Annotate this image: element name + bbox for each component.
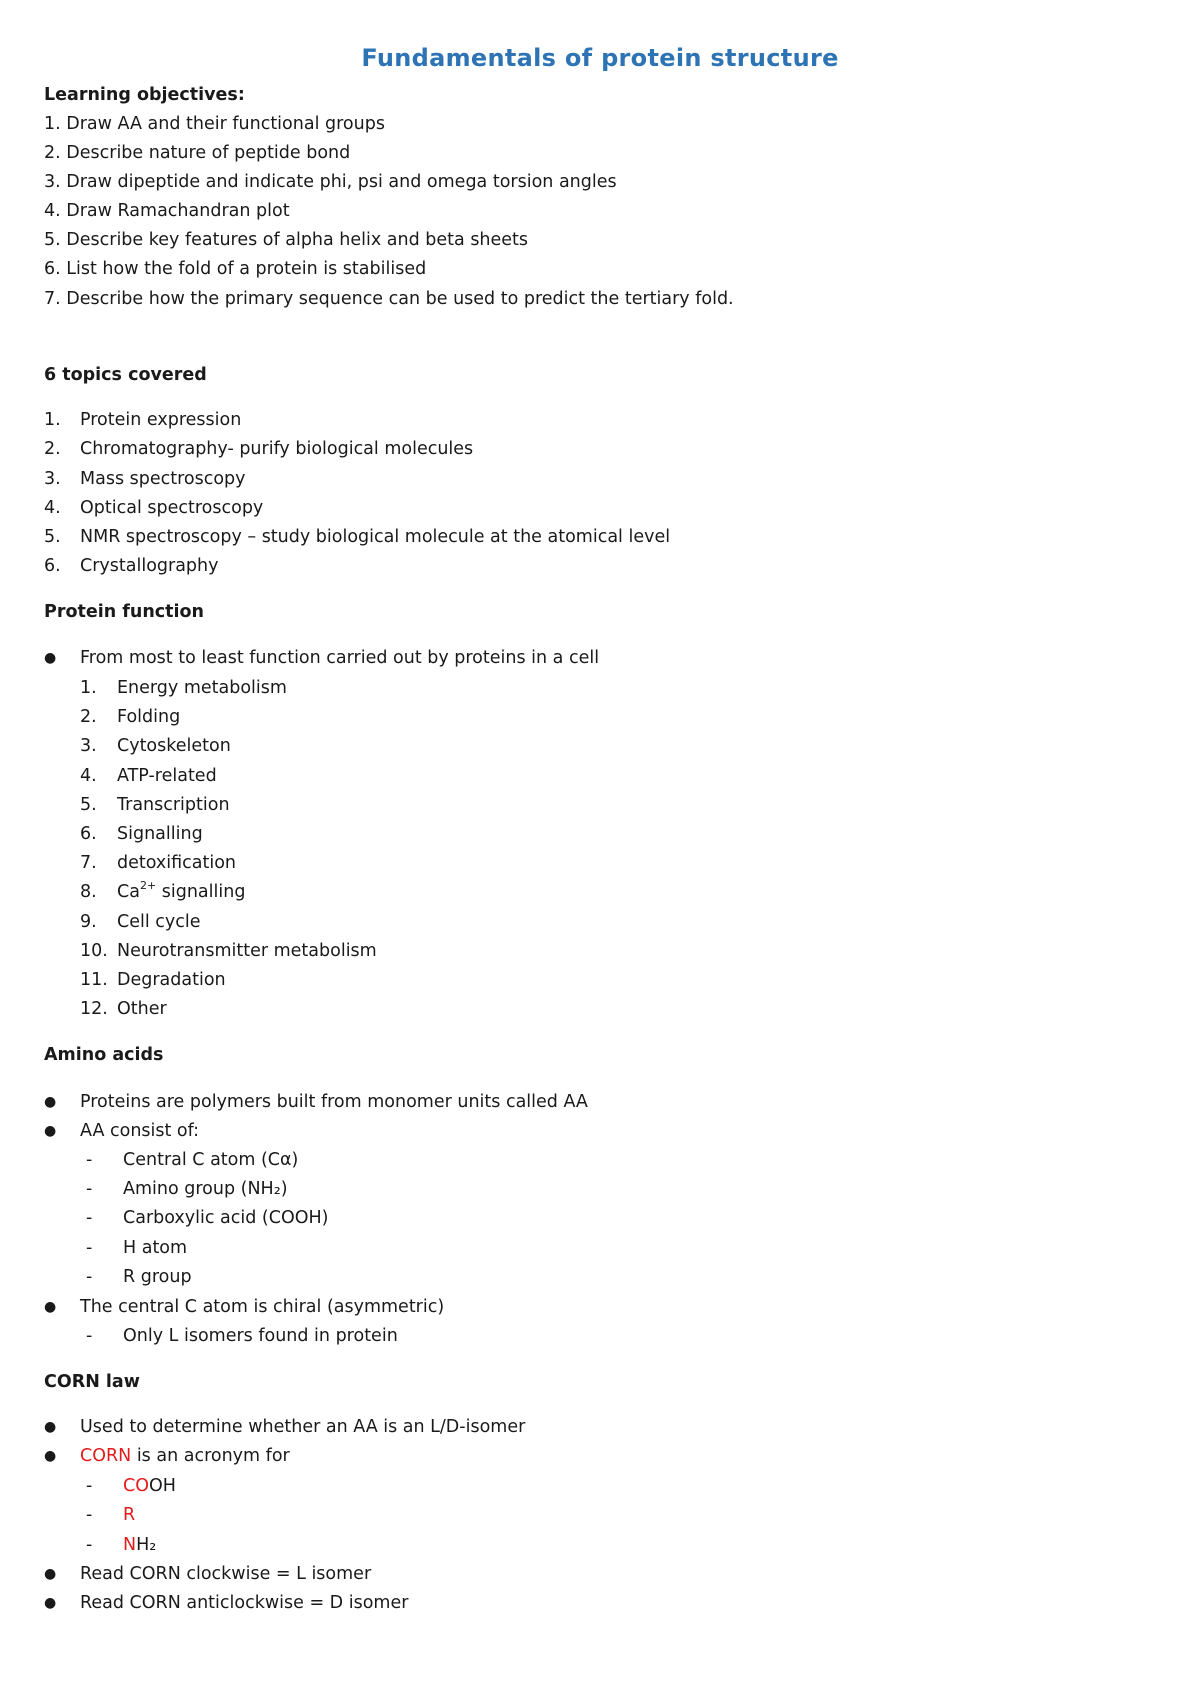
function-heading: Protein function — [44, 602, 205, 622]
function-number: 11. — [80, 970, 108, 990]
corn-bullet-text: Used to determine whether an AA is an L/D-isomer — [80, 1417, 526, 1437]
function-text: Transcription — [117, 795, 230, 815]
topic-text: Crystallography — [80, 556, 219, 576]
objective-item — [44, 113, 385, 135]
function-text: Cytoskeleton — [117, 736, 231, 756]
corn-sub-text — [123, 1475, 176, 1497]
corn-letter-rest: OH — [149, 1476, 176, 1496]
corn-bullet-text: Read CORN clockwise = L isomer — [80, 1564, 372, 1584]
objective-number: 1. — [44, 114, 61, 134]
dash-icon: - — [86, 1208, 93, 1228]
bullet-icon: ● — [44, 1123, 57, 1139]
topic-text: Mass spectroscopy — [80, 469, 246, 489]
function-number: 1. — [80, 678, 97, 698]
function-text: Neurotransmitter metabolism — [117, 941, 377, 961]
corn-bullet-text — [80, 1445, 290, 1467]
objective-number: 6. — [44, 259, 61, 279]
topic-number: 1. — [44, 410, 61, 430]
amino-bullet-text: AA consist of: — [80, 1121, 200, 1141]
function-text: Signalling — [117, 824, 203, 844]
corn-acronym-rest: is an acronym for — [131, 1446, 290, 1466]
topic-number: 4. — [44, 498, 61, 518]
amino-part: Central C atom (Cα) — [123, 1150, 299, 1170]
bullet-icon: ● — [44, 1419, 57, 1435]
function-number: 9. — [80, 912, 97, 932]
function-text: ATP-related — [117, 766, 217, 786]
objective-text: List how the fold of a protein is stabilised — [60, 259, 427, 279]
bullet-icon: ● — [44, 1448, 57, 1464]
corn-acronym: CORN — [80, 1446, 132, 1466]
amino-part: Carboxylic acid (COOH) — [123, 1208, 329, 1228]
function-text — [117, 881, 245, 903]
topic-number: 2. — [44, 439, 61, 459]
objective-item — [44, 200, 290, 222]
objective-number: 7. — [44, 289, 61, 309]
document-title: Fundamentals of protein structure — [361, 44, 839, 72]
corn-sub-text — [123, 1534, 156, 1556]
function-text: Energy metabolism — [117, 678, 287, 698]
amino-part: H atom — [123, 1238, 188, 1258]
function-number: 8. — [80, 882, 97, 902]
corn-letter-highlight: CO — [123, 1476, 149, 1496]
corn-letter-rest: H₂ — [136, 1535, 157, 1555]
function-number: 3. — [80, 736, 97, 756]
objective-number: 3. — [44, 172, 61, 192]
objective-number: 5. — [44, 230, 61, 250]
function-number: 2. — [80, 707, 97, 727]
function-number: 12. — [80, 999, 108, 1019]
dash-icon: - — [86, 1238, 93, 1258]
objective-text: Describe key features of alpha helix and beta sheets — [60, 230, 529, 250]
function-number: 10. — [80, 941, 108, 961]
corn-bullet-text: Read CORN anticlockwise = D isomer — [80, 1593, 409, 1613]
amino-bullet-text: The central C atom is chiral (asymmetric) — [80, 1297, 445, 1317]
topic-number: 5. — [44, 527, 61, 547]
amino-sub-text: Only L isomers found in protein — [123, 1326, 398, 1346]
objective-text: Describe how the primary sequence can be used to predict the tertiary fold. — [60, 289, 734, 309]
objective-number: 2. — [44, 143, 61, 163]
function-number: 4. — [80, 766, 97, 786]
dash-icon: - — [86, 1535, 93, 1555]
amino-part: Amino group (NH₂) — [123, 1179, 288, 1199]
objectives-heading: Learning objectives: — [44, 85, 245, 105]
function-text: detoxification — [117, 853, 237, 873]
function-bullet-text: From most to least function carried out by proteins in a cell — [80, 648, 600, 668]
bullet-icon: ● — [44, 1566, 57, 1582]
function-text: Degradation — [117, 970, 226, 990]
topic-number: 6. — [44, 556, 61, 576]
objective-text: Draw dipeptide and indicate phi, psi and omega torsion angles — [60, 172, 617, 192]
function-text-rest: signalling — [156, 882, 246, 902]
topic-text: Optical spectroscopy — [80, 498, 264, 518]
topics-heading: 6 topics covered — [44, 365, 207, 385]
function-number: 6. — [80, 824, 97, 844]
dash-icon: - — [86, 1150, 93, 1170]
topic-number: 3. — [44, 469, 61, 489]
objective-text: Describe nature of peptide bond — [60, 143, 351, 163]
amino-part: R group — [123, 1267, 192, 1287]
function-text-base: Ca — [117, 882, 140, 902]
function-number: 5. — [80, 795, 97, 815]
objective-item — [44, 171, 617, 193]
bullet-icon: ● — [44, 1595, 57, 1611]
corn-letter-highlight: N — [123, 1535, 137, 1555]
dash-icon: - — [86, 1267, 93, 1287]
topic-text: NMR spectroscopy – study biological molecule at the atomical level — [80, 527, 671, 547]
bullet-icon: ● — [44, 650, 57, 666]
dash-icon: - — [86, 1326, 93, 1346]
function-text: Cell cycle — [117, 912, 201, 932]
objective-item — [44, 229, 528, 251]
function-number: 7. — [80, 853, 97, 873]
topic-text: Chromatography- purify biological molecules — [80, 439, 474, 459]
amino-bullet-text: Proteins are polymers built from monomer units called AA — [80, 1092, 588, 1112]
objective-item — [44, 288, 734, 310]
bullet-icon: ● — [44, 1094, 57, 1110]
objective-number: 4. — [44, 201, 61, 221]
topic-text: Protein expression — [80, 410, 242, 430]
superscript-charge: 2+ — [139, 879, 157, 893]
corn-heading: CORN law — [44, 1372, 140, 1392]
function-text: Folding — [117, 707, 181, 727]
amino-heading: Amino acids — [44, 1045, 164, 1065]
dash-icon: - — [86, 1179, 93, 1199]
corn-sub-text: R — [123, 1505, 136, 1525]
dash-icon: - — [86, 1476, 93, 1496]
dash-icon: - — [86, 1505, 93, 1525]
function-text: Other — [117, 999, 167, 1019]
objective-item — [44, 258, 426, 280]
objective-item — [44, 142, 350, 164]
objective-text: Draw AA and their functional groups — [60, 114, 385, 134]
objective-text: Draw Ramachandran plot — [60, 201, 290, 221]
bullet-icon: ● — [44, 1299, 57, 1315]
